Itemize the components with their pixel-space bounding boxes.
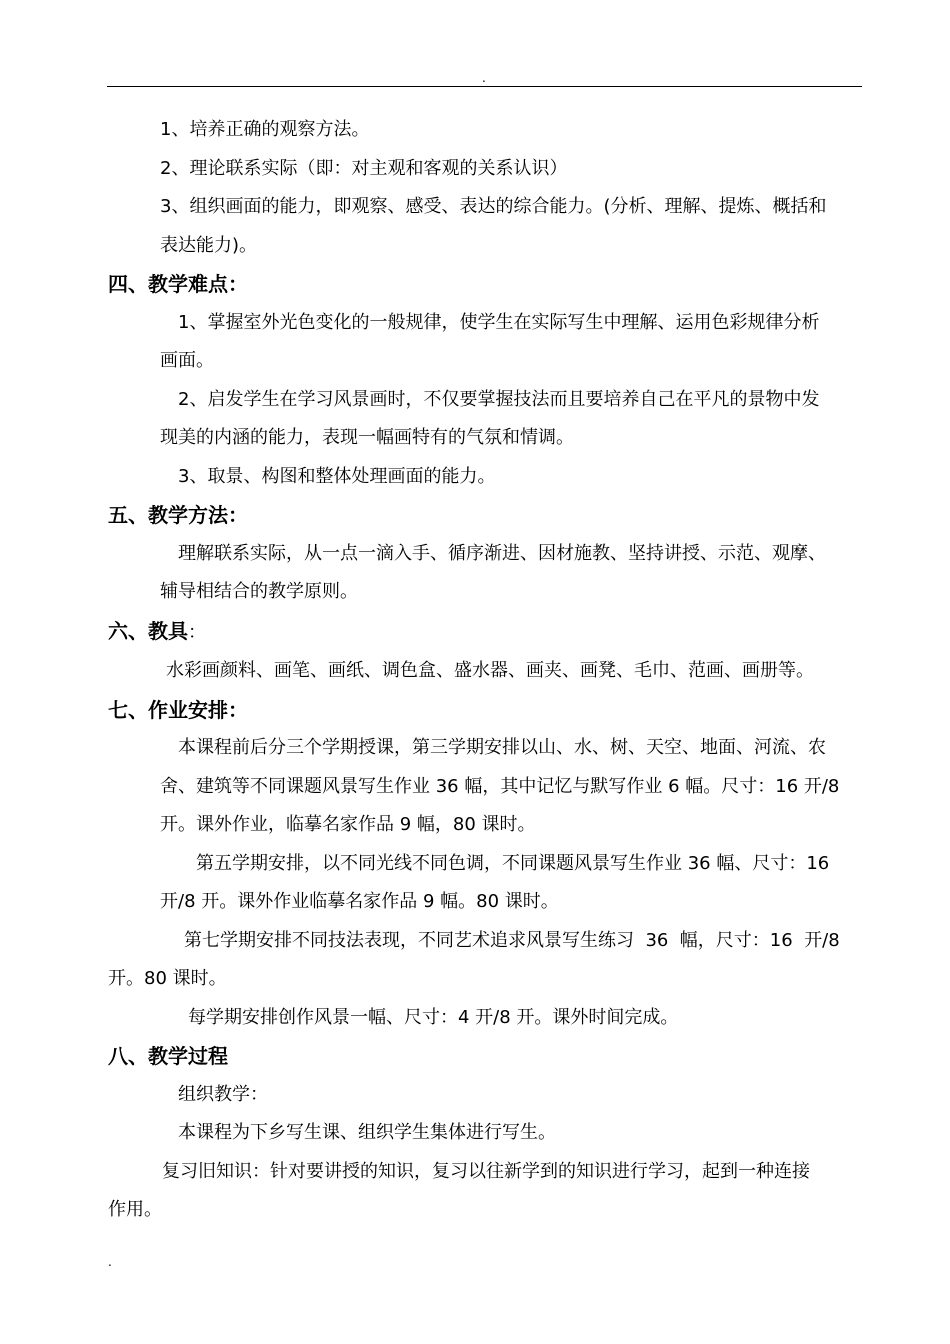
section5-heading: 五、教学方法： bbox=[108, 503, 248, 527]
s3-item-3: 3、组织画面的能力，即观察、感受、表达的综合能力。(分析、理解、提炼、概括和 bbox=[160, 196, 827, 217]
section6-heading-colon: ： bbox=[188, 621, 206, 643]
header-rule bbox=[107, 86, 862, 87]
s7-line-4: 第五学期安排，以不同光线不同色调，不同课题风景写生作业 36 幅、尺寸：16 bbox=[196, 852, 830, 874]
document-body bbox=[108, 111, 860, 1230]
s7-line-8: 每学期安排创作风景一幅、尺寸：4 开/8 开。课外时间完成。 bbox=[188, 1006, 679, 1028]
s3-item-1: 1、培养正确的观察方法。 bbox=[160, 119, 370, 140]
s4-item-2-cont: 现美的内涵的能力，表现一幅画特有的气氛和情调。 bbox=[160, 427, 574, 448]
s3-item-3-cont: 表达能力)。 bbox=[160, 234, 258, 256]
s7-line-7: 开。80 课时。 bbox=[108, 968, 227, 989]
section6-heading-text: 六、教具 bbox=[108, 618, 188, 643]
section7-heading: 七、作业安排： bbox=[108, 697, 248, 722]
s8-line-4: 作用。 bbox=[108, 1199, 162, 1220]
s5-line-2: 辅导相结合的教学原则。 bbox=[160, 581, 358, 602]
s7-line-1: 本课程前后分三个学期授课，第三学期安排以山、水、树、天空、地面、河流、农 bbox=[178, 737, 826, 758]
section6-heading bbox=[108, 612, 860, 653]
s4-item-2: 2、启发学生在学习风景画时，不仅要掌握技法而且要培养自己在平凡的景物中发 bbox=[178, 388, 820, 410]
s8-line-1: 组织教学： bbox=[178, 1083, 268, 1105]
section4-heading: 四、教学难点： bbox=[108, 272, 248, 296]
s4-item-1: 1、掌握室外光色变化的一般规律，使学生在实际写生中理解、运用色彩规律分析 bbox=[178, 311, 820, 333]
s7-line-5: 开/8 开。课外作业临摹名家作品 9 幅。80 课时。 bbox=[160, 891, 559, 912]
s7-line-3: 开。课外作业，临摹名家作品 9 幅，80 课时。 bbox=[160, 814, 536, 835]
s7-line-6: 第七学期安排不同技法表现，不同艺术追求风景写生练习 36 幅，尺寸：16 开/8 bbox=[184, 929, 840, 951]
header-mark: . bbox=[482, 71, 486, 85]
s8-line-2: 本课程为下乡写生课、组织学生集体进行写生。 bbox=[178, 1122, 556, 1143]
s5-line-1: 理解联系实际，从一点一滴入手、循序渐进、因材施教、坚持讲授、示范、观摩、 bbox=[178, 542, 826, 564]
s3-item-2: 2、理论联系实际（即：对主观和客观的关系认识） bbox=[160, 157, 568, 179]
s4-item-1-cont: 画面。 bbox=[160, 350, 214, 371]
s6-line: 水彩画颜料、画笔、画纸、调色盒、盛水器、画夹、画凳、毛巾、范画、画册等。 bbox=[166, 660, 814, 681]
s8-line-3: 复习旧知识：针对要讲授的知识，复习以往新学到的知识进行学习，起到一种连接 bbox=[162, 1160, 810, 1182]
s4-item-3: 3、取景、构图和整体处理画面的能力。 bbox=[178, 465, 496, 487]
section8-heading: 八、教学过程 bbox=[108, 1044, 228, 1068]
footer-mark: . bbox=[108, 1255, 112, 1269]
s7-line-2: 舍、建筑等不同课题风景写生作业 36 幅，其中记忆与默写作业 6 幅。尺寸：16 开/8 bbox=[160, 775, 840, 797]
